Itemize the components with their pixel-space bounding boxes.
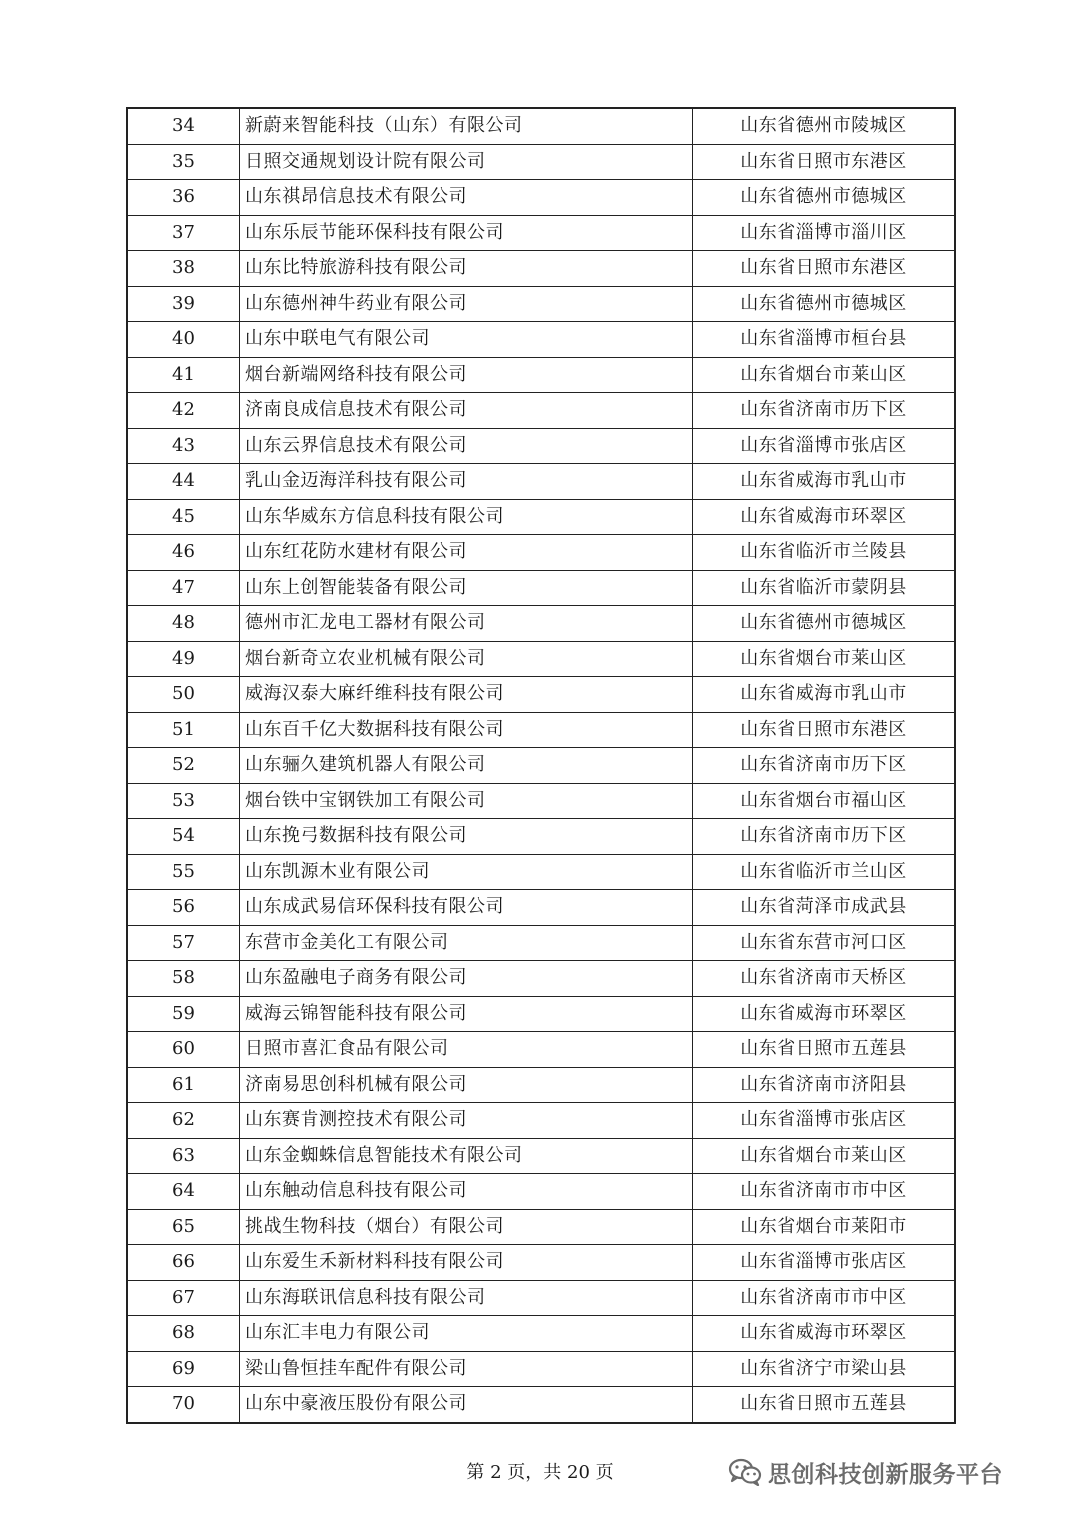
company-region: 山东省济南市济阳县: [693, 1067, 956, 1103]
row-number: 67: [127, 1280, 240, 1316]
table-row: [127, 1032, 955, 1068]
company-region: 山东省烟台市莱山区: [693, 357, 956, 393]
table-row: [127, 1280, 955, 1316]
table-row: [127, 215, 955, 251]
company-region: 山东省菏泽市成武县: [693, 890, 956, 926]
company-name: 威海云锦智能科技有限公司: [240, 996, 693, 1032]
table-row: [127, 286, 955, 322]
row-number: 53: [127, 783, 240, 819]
company-region: 山东省德州市德城区: [693, 180, 956, 216]
company-name: 威海汉泰大麻纤维科技有限公司: [240, 677, 693, 713]
row-number: 39: [127, 286, 240, 322]
company-region: 山东省威海市环翠区: [693, 996, 956, 1032]
table-row: [127, 1316, 955, 1352]
company-name: 乳山金迈海洋科技有限公司: [240, 464, 693, 500]
company-region: 山东省日照市五莲县: [693, 1387, 956, 1423]
watermark-text: 思创科技创新服务平台: [768, 1461, 1003, 1488]
company-region: 山东省济南市天桥区: [693, 961, 956, 997]
company-name: 山东中豪液压股份有限公司: [240, 1387, 693, 1423]
company-region: 山东省淄博市张店区: [693, 428, 956, 464]
table-row: [127, 748, 955, 784]
company-name: 山东骊久建筑机器人有限公司: [240, 748, 693, 784]
company-region: 山东省威海市环翠区: [693, 1316, 956, 1352]
row-number: 68: [127, 1316, 240, 1352]
row-number: 70: [127, 1387, 240, 1423]
company-region: 山东省日照市东港区: [693, 144, 956, 180]
wechat-icon: [728, 1458, 762, 1486]
company-name: 山东赛肯测控技术有限公司: [240, 1103, 693, 1139]
row-number: 45: [127, 499, 240, 535]
company-name: 山东挽弓数据科技有限公司: [240, 819, 693, 855]
company-region: 山东省济南市历下区: [693, 748, 956, 784]
company-name: 日照市喜汇食品有限公司: [240, 1032, 693, 1068]
table-row: [127, 712, 955, 748]
table-row: [127, 570, 955, 606]
row-number: 51: [127, 712, 240, 748]
company-name: 德州市汇龙电工器材有限公司: [240, 606, 693, 642]
company-region: 山东省烟台市莱山区: [693, 641, 956, 677]
company-name: 山东华威东方信息科技有限公司: [240, 499, 693, 535]
table-row: [127, 535, 955, 571]
table-row: [127, 1351, 955, 1387]
company-region: 山东省烟台市莱阳市: [693, 1209, 956, 1245]
row-number: 59: [127, 996, 240, 1032]
watermark: [728, 1456, 1003, 1488]
company-list-table: [126, 107, 956, 1424]
table-row: [127, 108, 955, 144]
company-name: 山东盈融电子商务有限公司: [240, 961, 693, 997]
table-row: [127, 961, 955, 997]
table-row: [127, 499, 955, 535]
table-row: [127, 996, 955, 1032]
table-row: [127, 677, 955, 713]
row-number: 44: [127, 464, 240, 500]
company-name: 烟台铁中宝钢铁加工有限公司: [240, 783, 693, 819]
company-region: 山东省东营市河口区: [693, 925, 956, 961]
table-row: [127, 357, 955, 393]
page-number: 第 2 页，共 20 页: [466, 1462, 614, 1483]
company-region: 山东省烟台市福山区: [693, 783, 956, 819]
company-name: 新蔚来智能科技（山东）有限公司: [240, 108, 693, 144]
table-row: [127, 1138, 955, 1174]
row-number: 54: [127, 819, 240, 855]
company-region: 山东省临沂市蒙阴县: [693, 570, 956, 606]
row-number: 65: [127, 1209, 240, 1245]
table-row: [127, 428, 955, 464]
table-row: [127, 1174, 955, 1210]
company-region: 山东省济南市市中区: [693, 1280, 956, 1316]
table-row: [127, 180, 955, 216]
company-region: 山东省烟台市莱山区: [693, 1138, 956, 1174]
company-name: 梁山鲁恒挂车配件有限公司: [240, 1351, 693, 1387]
company-name: 烟台新奇立农业机械有限公司: [240, 641, 693, 677]
row-number: 61: [127, 1067, 240, 1103]
table-row: [127, 251, 955, 287]
company-region: 山东省济宁市梁山县: [693, 1351, 956, 1387]
row-number: 62: [127, 1103, 240, 1139]
row-number: 36: [127, 180, 240, 216]
company-name: 山东爱生禾新材料科技有限公司: [240, 1245, 693, 1281]
table-row: [127, 606, 955, 642]
table-row: [127, 393, 955, 429]
row-number: 46: [127, 535, 240, 571]
table-row: [127, 464, 955, 500]
company-name: 山东上创智能装备有限公司: [240, 570, 693, 606]
company-name: 山东金蜘蛛信息智能技术有限公司: [240, 1138, 693, 1174]
company-region: 山东省临沂市兰陵县: [693, 535, 956, 571]
company-region: 山东省威海市乳山市: [693, 464, 956, 500]
company-region: 山东省日照市东港区: [693, 251, 956, 287]
row-number: 40: [127, 322, 240, 358]
row-number: 55: [127, 854, 240, 890]
row-number: 66: [127, 1245, 240, 1281]
company-name: 山东触动信息科技有限公司: [240, 1174, 693, 1210]
company-region: 山东省济南市历下区: [693, 819, 956, 855]
company-region: 山东省淄博市张店区: [693, 1103, 956, 1139]
company-name: 山东比特旅游科技有限公司: [240, 251, 693, 287]
table-row: [127, 854, 955, 890]
company-region: 山东省日照市东港区: [693, 712, 956, 748]
row-number: 69: [127, 1351, 240, 1387]
company-name: 山东云界信息技术有限公司: [240, 428, 693, 464]
row-number: 50: [127, 677, 240, 713]
company-region: 山东省济南市历下区: [693, 393, 956, 429]
table-row: [127, 819, 955, 855]
table-row: [127, 322, 955, 358]
company-name: 济南良成信息技术有限公司: [240, 393, 693, 429]
company-name: 山东祺昂信息技术有限公司: [240, 180, 693, 216]
company-name: 济南易思创科机械有限公司: [240, 1067, 693, 1103]
company-region: 山东省威海市环翠区: [693, 499, 956, 535]
company-name: 山东中联电气有限公司: [240, 322, 693, 358]
company-name: 山东乐辰节能环保科技有限公司: [240, 215, 693, 251]
company-name: 山东百千亿大数据科技有限公司: [240, 712, 693, 748]
row-number: 48: [127, 606, 240, 642]
company-region: 山东省德州市德城区: [693, 606, 956, 642]
row-number: 49: [127, 641, 240, 677]
company-region: 山东省威海市乳山市: [693, 677, 956, 713]
row-number: 34: [127, 108, 240, 144]
table-body: [127, 108, 955, 1423]
company-name: 东营市金美化工有限公司: [240, 925, 693, 961]
table-row: [127, 1067, 955, 1103]
row-number: 35: [127, 144, 240, 180]
table-row: [127, 1387, 955, 1423]
company-region: 山东省淄博市淄川区: [693, 215, 956, 251]
company-region: 山东省德州市德城区: [693, 286, 956, 322]
row-number: 41: [127, 357, 240, 393]
table-row: [127, 890, 955, 926]
company-region: 山东省淄博市桓台县: [693, 322, 956, 358]
company-name: 山东凯源木业有限公司: [240, 854, 693, 890]
company-name: 山东成武易信环保科技有限公司: [240, 890, 693, 926]
row-number: 43: [127, 428, 240, 464]
table-row: [127, 1245, 955, 1281]
table-row: [127, 144, 955, 180]
table-row: [127, 641, 955, 677]
row-number: 58: [127, 961, 240, 997]
row-number: 47: [127, 570, 240, 606]
company-name: 山东红花防水建材有限公司: [240, 535, 693, 571]
row-number: 63: [127, 1138, 240, 1174]
company-region: 山东省临沂市兰山区: [693, 854, 956, 890]
company-name: 山东汇丰电力有限公司: [240, 1316, 693, 1352]
company-region: 山东省济南市市中区: [693, 1174, 956, 1210]
row-number: 42: [127, 393, 240, 429]
company-name: 山东德州神牛药业有限公司: [240, 286, 693, 322]
table-row: [127, 1103, 955, 1139]
row-number: 38: [127, 251, 240, 287]
table-row: [127, 783, 955, 819]
table-row: [127, 925, 955, 961]
company-region: 山东省德州市陵城区: [693, 108, 956, 144]
row-number: 56: [127, 890, 240, 926]
row-number: 60: [127, 1032, 240, 1068]
company-region: 山东省日照市五莲县: [693, 1032, 956, 1068]
row-number: 52: [127, 748, 240, 784]
company-region: 山东省淄博市张店区: [693, 1245, 956, 1281]
row-number: 57: [127, 925, 240, 961]
company-name: 日照交通规划设计院有限公司: [240, 144, 693, 180]
row-number: 64: [127, 1174, 240, 1210]
company-name: 烟台新端网络科技有限公司: [240, 357, 693, 393]
company-name: 挑战生物科技（烟台）有限公司: [240, 1209, 693, 1245]
company-name: 山东海联讯信息科技有限公司: [240, 1280, 693, 1316]
row-number: 37: [127, 215, 240, 251]
table-row: [127, 1209, 955, 1245]
